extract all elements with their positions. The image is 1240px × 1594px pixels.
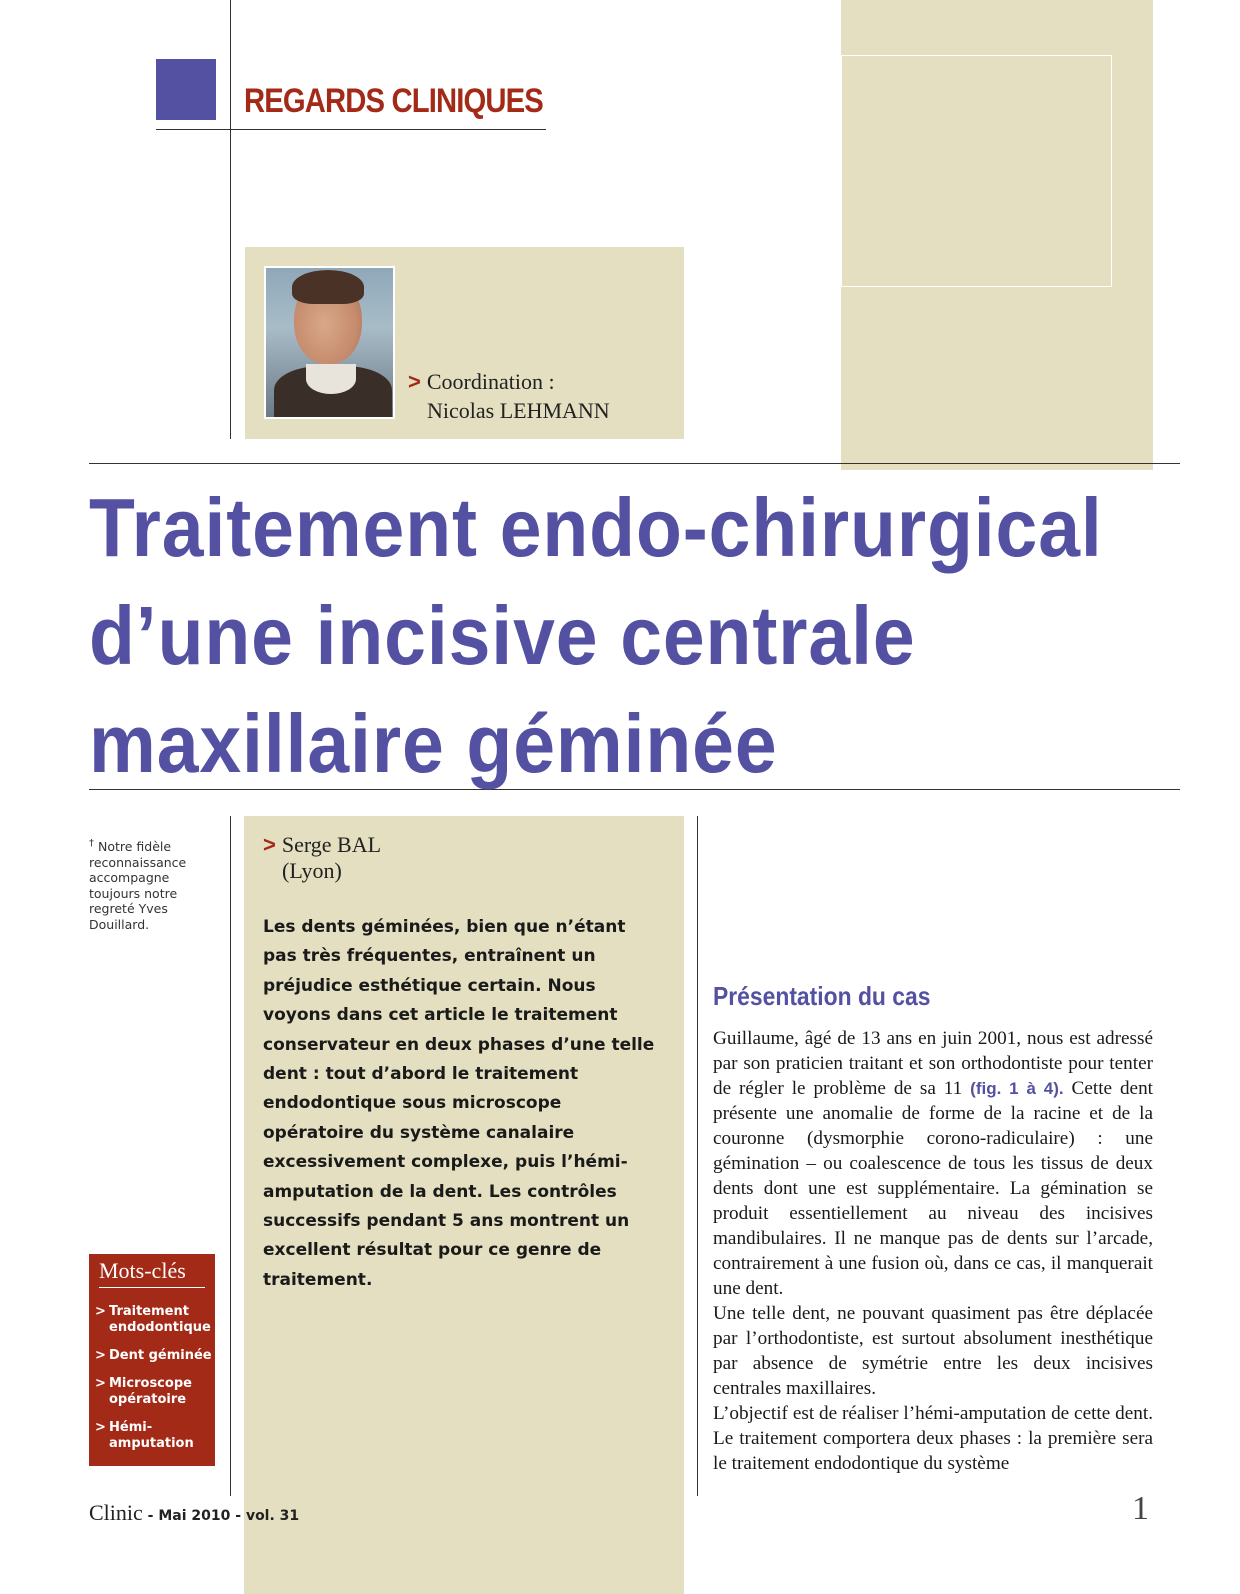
vertical-rule-top [230, 0, 231, 146]
keyword-item: > Traitement endodontique [95, 1304, 211, 1335]
coordinator-name: Nicolas LEHMANN [427, 398, 610, 423]
chevron-right-icon: > [408, 369, 421, 394]
article-title [89, 474, 1199, 798]
keywords-list [95, 1304, 213, 1464]
coordination-label: Coordination : [426, 369, 555, 394]
author-name: Serge BAL [281, 832, 382, 857]
figure-reference[interactable]: (fig. 1 à 4). [970, 1079, 1064, 1098]
author-location: (Lyon) [282, 858, 342, 883]
coordinator-photo [264, 266, 395, 419]
vertical-rule-upper [230, 146, 231, 439]
vertical-rule-right-column [697, 816, 698, 1496]
footnote [89, 836, 209, 932]
keyword-item: > Dent géminée [95, 1348, 212, 1363]
keyword-item: > Hémi-amputation [95, 1420, 194, 1451]
author-credit [263, 832, 381, 884]
volume: vol. 31 [245, 1508, 300, 1524]
keywords-box [89, 1254, 215, 1466]
section-square-marker [156, 59, 216, 120]
journal-name: Clinic [89, 1500, 143, 1525]
section-subheading: Présentation du cas [713, 981, 931, 1011]
keywords-rule [99, 1287, 205, 1288]
footnote-marker: † [89, 838, 94, 849]
headline-top-rule [89, 463, 1180, 464]
article-title-line-1: Traitement endo-chirurgical [89, 481, 1103, 574]
article-abstract: Les dents géminées, bien que n’étant pas très fréquentes, entraînent un préjudice esthétique certain. Nous voyons dans cet article le traitement conservateur en deux phases d’une telle dent : tout d’abord le traitement endodontique sous microscope opératoire du système canalaire excessivement complexe, puis l’hémi-amputation de la dent. Les contrôles successifs pendant 5 ans montrent un excellent résultat pour ce genre de traitement. [263, 917, 655, 1290]
keywords-title: Mots-clés [99, 1258, 186, 1283]
page-number: 1 [1132, 1490, 1149, 1527]
body-text [713, 1026, 1153, 1476]
body-paragraph-3: L’objectif est de réaliser l’hémi-amputation de cette dent. Le traitement comportera deux phases : la première sera le traitement endodontique du système [713, 1403, 1153, 1474]
coordination-credit [408, 367, 610, 425]
chevron-right-icon: > [263, 832, 276, 857]
top-right-frame [841, 55, 1112, 287]
body-paragraph-1: Guillaume, âgé de 13 ans en juin 2001, nous est adressé par son praticien traitant et son orthodontiste pour tenter de régler le problème de sa 11 (fig. 1 à 4). Cette dent présente une anomalie de forme de la racine et de la couronne (dysmorphie corono-radiculaire) : une gémination – ou coalescence de tous les tissus de deux dents dont une est supplémentaire. La gémination se produit essentiellement au niveau des incisives mandibulaires. Il ne manque pas de dents sur l’arcade, contrairement à une fusion où, dans ce cas, il manquerait une dent. [713, 1028, 1153, 1299]
article-title-line-3: maxillaire géminée [89, 697, 778, 790]
section-title: REGARDS CLINIQUES [244, 82, 543, 120]
article-title-line-2: d’une incisive centrale [89, 589, 916, 682]
page-footer: Clinic - Mai 2010 - vol. 31 [89, 1500, 300, 1525]
issue-date: Mai 2010 [158, 1508, 231, 1524]
vertical-rule-left-column [230, 816, 231, 1496]
body-paragraph-2: Une telle dent, ne pouvant quasiment pas être déplacée par l’orthodontiste, est surtout absolument inesthétique par absence de symétrie entre les deux incisives centrales maxillaires. [713, 1303, 1153, 1399]
footnote-text: Notre fidèle reconnaissance accompagne toujours notre regreté Yves Douillard. [89, 839, 187, 932]
keyword-item: > Microscope opératoire [95, 1376, 192, 1407]
section-underline [156, 129, 546, 130]
